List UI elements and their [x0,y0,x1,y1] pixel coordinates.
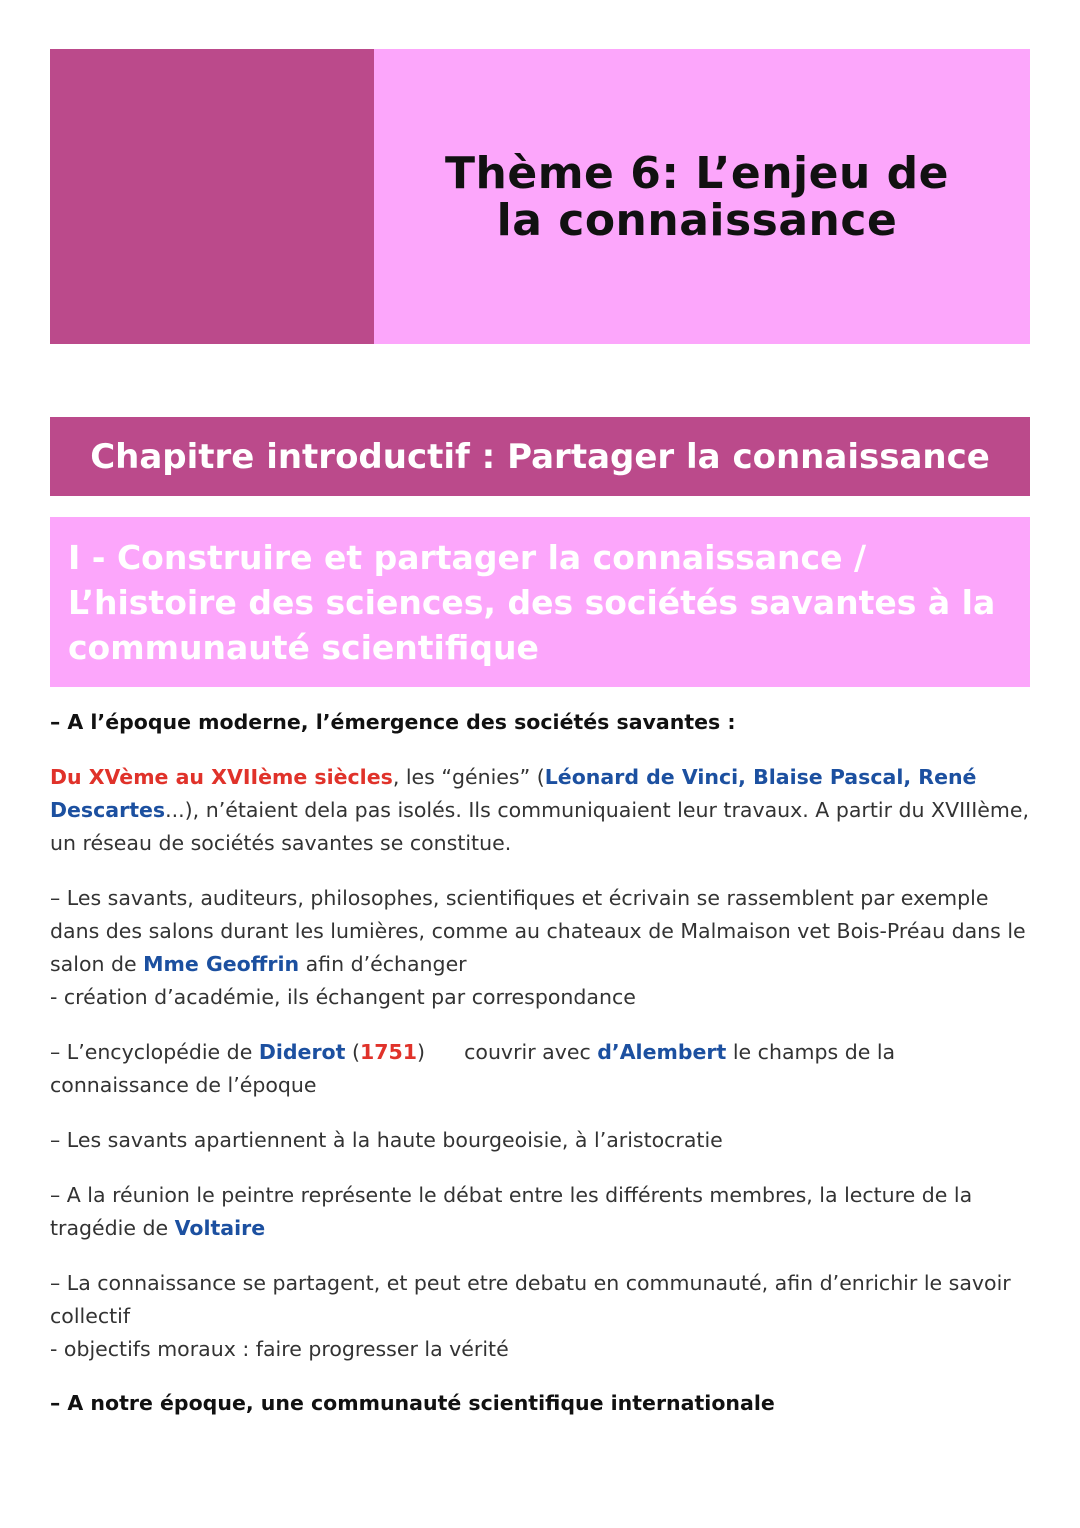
paragraph-academies: - création d’académie, ils échangent par correspondance [50,985,636,1009]
paragraph-objectifs: - objectifs moraux : faire progresser la vérité [50,1337,509,1361]
text: afin d’échanger [299,952,467,976]
text: ...), n’étaient dela pas isolés. Ils communiquaient leur travaux. A partir du XVIIIème, un réseau de sociétés savantes se constitue. [50,798,1029,855]
text: ( [345,1040,360,1064]
header-accent-block [50,49,374,344]
text: , les “génies” ( [392,765,545,789]
highlight-geoffrin: Mme Geoffrin [143,952,300,976]
text: – L’encyclopédie de [50,1040,259,1064]
section-title [68,535,1014,670]
chapter-banner [50,417,1030,496]
text: – A la réunion le peintre représente le débat entre les différents membres, la lecture de la tragédie de [50,1183,973,1240]
chapter-title: Chapitre introductif : Partager la connaissance [90,436,990,477]
notes-body [50,706,1030,1420]
theme-title-line1: Thème 6: L’enjeu de [445,147,949,199]
highlight-centuries: Du XVème au XVIIème siècles [50,765,393,789]
theme-title [445,147,949,246]
paragraph-bourgeoisie: – Les savants apartiennent à la haute bourgeoisie, à l’aristocratie [50,1128,723,1152]
section-title-line2: L’histoire des sciences, des sociétés savantes à la [68,583,996,622]
paragraph-genies [50,761,1030,860]
text: le champs de la connaissance de l’époque [50,1040,896,1097]
paragraph-salons [50,882,1030,981]
highlight-dalembert: d’Alembert [597,1040,727,1064]
section-banner [50,517,1030,687]
section-title-line3: communauté scientifique [68,628,539,667]
text: – Les savants, auditeurs, philosophes, scientifiques et écrivain se rassemblent par exemple dans des salons durant les lumières, comme au chateaux de Malmaison vet Bois-Préau dans le salon de [50,886,1026,976]
highlight-year: 1751 [359,1040,418,1064]
section-title-line1: I - Construire et partager la connaissance / [68,538,866,577]
header-title-panel [374,49,1030,344]
text: ) couvrir avec [417,1040,598,1064]
highlight-diderot: Diderot [258,1040,346,1064]
paragraph-encyclopedie [50,1036,1030,1102]
paragraph-reunion [50,1179,1030,1245]
subheading-modern-era: – A l’époque moderne, l’émergence des sociétés savantes : [50,710,736,734]
highlight-voltaire: Voltaire [174,1216,266,1240]
theme-header [50,49,1030,344]
highlight-names: Léonard de Vinci, Blaise Pascal, René Descartes [50,765,977,822]
theme-title-line2: la connaissance [496,194,898,246]
subheading-our-era: – A notre époque, une communauté scientifique internationale [50,1391,775,1415]
paragraph-partage: – La connaissance se partagent, et peut etre debatu en communauté, afin d’enrichir le savoir collectif [50,1271,1011,1328]
